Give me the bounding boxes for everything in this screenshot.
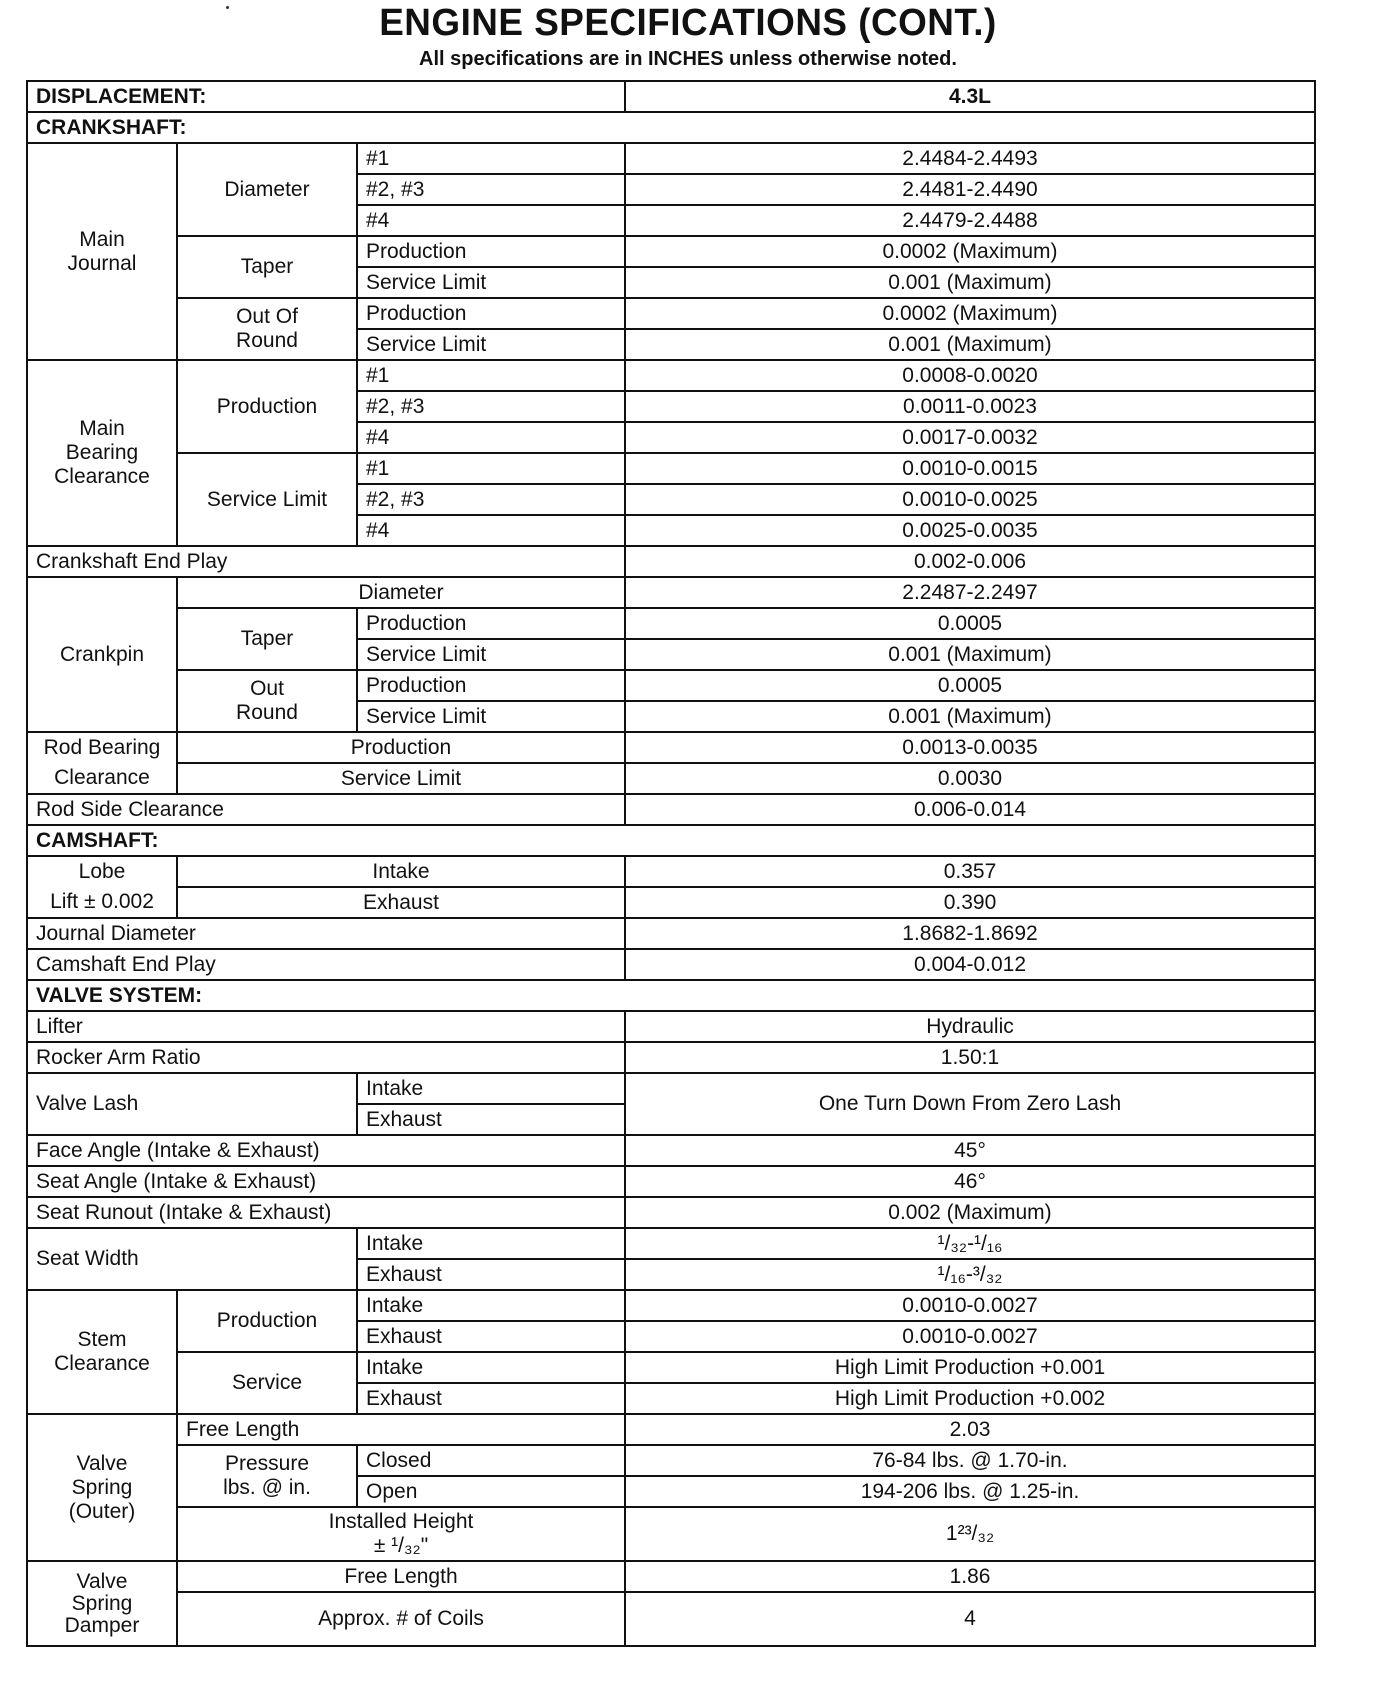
- spec-value: 0.0010-0.0027: [625, 1321, 1315, 1352]
- sub-label: Production: [177, 732, 625, 763]
- spec-value: 2.4481-2.4490: [625, 174, 1315, 205]
- label-line: Main: [79, 227, 125, 251]
- row-label: Seat Width: [27, 1228, 357, 1290]
- label-line: Journal: [67, 251, 137, 275]
- production-label: Production: [177, 360, 357, 453]
- spec-value: ¹/₁₆-³/₃₂: [625, 1259, 1315, 1290]
- table-row: [27, 794, 1315, 825]
- spec-value: 0.0010-0.0015: [625, 453, 1315, 484]
- sub-label: Intake: [357, 1352, 625, 1383]
- row-label: Crankshaft End Play: [27, 546, 625, 577]
- table-row: [27, 1011, 1315, 1042]
- label-line: ± ¹/₃₂": [373, 1534, 429, 1557]
- sub-label: Exhaust: [357, 1104, 625, 1135]
- crankpin-label: Crankpin: [27, 577, 177, 732]
- sub-label: Service Limit: [177, 763, 625, 794]
- label-line: Clearance: [54, 1352, 150, 1375]
- table-row: [27, 825, 1315, 856]
- sub-label: Free Length: [177, 1414, 625, 1445]
- row-label: Rocker Arm Ratio: [27, 1042, 625, 1073]
- row-label: Seat Angle (Intake & Exhaust): [27, 1166, 625, 1197]
- table-row: [27, 856, 1315, 887]
- main-bearing-label: [27, 360, 177, 546]
- rod-bearing-label: Rod Bearing: [27, 732, 177, 763]
- table-row: [27, 546, 1315, 577]
- label-line: Main: [79, 417, 125, 440]
- table-row: [27, 1228, 1315, 1259]
- sub-label: Intake: [357, 1228, 625, 1259]
- sub-label: Service Limit: [357, 701, 625, 732]
- spec-value: 2.4479-2.4488: [625, 205, 1315, 236]
- spec-value: 0.001 (Maximum): [625, 329, 1315, 360]
- table-row: [27, 577, 1315, 608]
- sub-label: Approx. # of Coils: [177, 1592, 625, 1646]
- label-line: Valve: [76, 1451, 128, 1475]
- table-row: [27, 1135, 1315, 1166]
- spec-value: Hydraulic: [625, 1011, 1315, 1042]
- taper-label: Taper: [177, 608, 357, 670]
- label-line: Pressure: [224, 1452, 310, 1475]
- table-row: [27, 887, 1315, 918]
- row-label: Journal Diameter: [27, 918, 625, 949]
- lobe-lift-label: Lift ± 0.002: [27, 887, 177, 918]
- spec-value: 0.001 (Maximum): [625, 701, 1315, 732]
- sub-label: Service Limit: [357, 639, 625, 670]
- crankshaft-heading: CRANKSHAFT:: [27, 112, 1315, 143]
- label-line: Valve: [76, 1569, 128, 1593]
- spec-value: 0.0030: [625, 763, 1315, 794]
- sub-label: Intake: [357, 1073, 625, 1104]
- sub-label: #4: [357, 422, 625, 453]
- table-row: [27, 1592, 1315, 1646]
- out-of-round-label: [177, 298, 357, 360]
- table-row: [27, 1042, 1315, 1073]
- row-label: Seat Runout (Intake & Exhaust): [27, 1197, 625, 1228]
- table-row: [27, 918, 1315, 949]
- row-label: Camshaft End Play: [27, 949, 625, 980]
- table-row: [27, 608, 1315, 639]
- rod-bearing-label: Clearance: [27, 763, 177, 794]
- sub-label: #2, #3: [357, 484, 625, 515]
- sub-label: Service Limit: [357, 267, 625, 298]
- sub-label: Production: [357, 670, 625, 701]
- table-row: [27, 980, 1315, 1011]
- sub-label: Production: [357, 298, 625, 329]
- spec-value: 0.0011-0.0023: [625, 391, 1315, 422]
- camshaft-heading: CAMSHAFT:: [27, 825, 1315, 856]
- sub-label: #4: [357, 515, 625, 546]
- table-row: [27, 1507, 1315, 1561]
- lobe-lift-label: Lobe: [27, 856, 177, 887]
- page-subtitle: All specifications are in INCHES unless otherwise noted.: [419, 48, 957, 70]
- spec-value: 2.2487-2.2497: [625, 577, 1315, 608]
- table-row: [27, 143, 1315, 174]
- label-line: (Outer): [68, 1499, 136, 1523]
- spec-value: 0.006-0.014: [625, 794, 1315, 825]
- production-label: Production: [177, 1290, 357, 1352]
- sub-label: Exhaust: [357, 1259, 625, 1290]
- spec-value: 0.002-0.006: [625, 546, 1315, 577]
- table-row: [27, 1290, 1315, 1321]
- spec-value: High Limit Production +0.002: [625, 1383, 1315, 1414]
- spec-value: 0.001 (Maximum): [625, 267, 1315, 298]
- spec-value: ¹/₃₂-¹/₁₆: [625, 1228, 1315, 1259]
- label-line: Spring: [71, 1591, 133, 1615]
- valve-system-heading: VALVE SYSTEM:: [27, 980, 1315, 1011]
- sub-label: #4: [357, 205, 625, 236]
- spec-value: 0.0005: [625, 670, 1315, 701]
- spec-value: 1.86: [625, 1561, 1315, 1592]
- spec-value: 0.0008-0.0020: [625, 360, 1315, 391]
- row-label: Lifter: [27, 1011, 625, 1042]
- spec-value: 0.0002 (Maximum): [625, 298, 1315, 329]
- table-row: [27, 1561, 1315, 1592]
- spec-value: One Turn Down From Zero Lash: [625, 1073, 1315, 1135]
- spec-value: 194-206 lbs. @ 1.25-in.: [625, 1476, 1315, 1507]
- stem-clearance-label: [27, 1290, 177, 1414]
- label-line: Round: [236, 701, 298, 724]
- spec-value: 0.0010-0.0027: [625, 1290, 1315, 1321]
- spec-value: 0.002 (Maximum): [625, 1197, 1315, 1228]
- engine-spec-table: [26, 80, 1316, 1647]
- table-row: [27, 81, 1315, 112]
- spec-value: 1²³/₃₂: [625, 1507, 1315, 1561]
- sub-label: #1: [357, 360, 625, 391]
- spec-value: 0.390: [625, 887, 1315, 918]
- spec-value: 0.004-0.012: [625, 949, 1315, 980]
- spec-value: High Limit Production +0.001: [625, 1352, 1315, 1383]
- table-row: [27, 763, 1315, 794]
- pressure-label: [177, 1445, 357, 1507]
- page-title: ENGINE SPECIFICATIONS (CONT.): [379, 2, 997, 44]
- row-label: Valve Lash: [27, 1073, 357, 1135]
- sub-label: Production: [357, 236, 625, 267]
- sub-label: Free Length: [177, 1561, 625, 1592]
- sub-label: Exhaust: [357, 1321, 625, 1352]
- table-row: [27, 112, 1315, 143]
- table-row: [27, 298, 1315, 329]
- spec-value: 45°: [625, 1135, 1315, 1166]
- spec-value: 0.357: [625, 856, 1315, 887]
- out-round-label: [177, 670, 357, 732]
- spec-value: 0.0002 (Maximum): [625, 236, 1315, 267]
- label-line: Out: [250, 677, 284, 700]
- table-row: [27, 1352, 1315, 1383]
- sub-label: Closed: [357, 1445, 625, 1476]
- displacement-value: 4.3L: [625, 81, 1315, 112]
- table-row: [27, 236, 1315, 267]
- spec-value: 0.0013-0.0035: [625, 732, 1315, 763]
- spec-value: 2.4484-2.4493: [625, 143, 1315, 174]
- sub-label: Production: [357, 608, 625, 639]
- sub-label: Diameter: [177, 577, 625, 608]
- table-row: [27, 949, 1315, 980]
- spec-value: 0.001 (Maximum): [625, 639, 1315, 670]
- table-row: [27, 1414, 1315, 1445]
- row-label: Rod Side Clearance: [27, 794, 625, 825]
- table-row: [27, 1445, 1315, 1476]
- sub-label: Open: [357, 1476, 625, 1507]
- sub-label: Exhaust: [177, 887, 625, 918]
- valve-spring-label: [27, 1414, 177, 1561]
- spec-value: 0.0025-0.0035: [625, 515, 1315, 546]
- spec-value: 0.0005: [625, 608, 1315, 639]
- sub-label: #1: [357, 143, 625, 174]
- spec-value: 0.0017-0.0032: [625, 422, 1315, 453]
- table-row: [27, 453, 1315, 484]
- sub-label: Service Limit: [357, 329, 625, 360]
- spec-value: 1.50:1: [625, 1042, 1315, 1073]
- table-row: [27, 1197, 1315, 1228]
- label-line: Clearance: [54, 465, 150, 488]
- spec-value: 46°: [625, 1166, 1315, 1197]
- sub-label: Intake: [177, 856, 625, 887]
- label-line: Out Of: [236, 305, 298, 328]
- table-row: [27, 1073, 1315, 1104]
- table-row: [27, 732, 1315, 763]
- sub-label: #1: [357, 453, 625, 484]
- row-label: Face Angle (Intake & Exhaust): [27, 1135, 625, 1166]
- taper-label: Taper: [177, 236, 357, 298]
- installed-height-label: [177, 1507, 625, 1561]
- label-line: Installed Height: [328, 1510, 474, 1533]
- spec-value: 2.03: [625, 1414, 1315, 1445]
- label-line: Stem: [77, 1328, 127, 1351]
- label-line: Spring: [71, 1475, 133, 1499]
- sub-label: #2, #3: [357, 391, 625, 422]
- sub-label: #2, #3: [357, 174, 625, 205]
- service-limit-label: Service Limit: [177, 453, 357, 546]
- diameter-label: Diameter: [177, 143, 357, 236]
- sub-label: Exhaust: [357, 1383, 625, 1414]
- damper-label: [27, 1561, 177, 1646]
- spec-value: 4: [625, 1592, 1315, 1646]
- sub-label: Intake: [357, 1290, 625, 1321]
- displacement-label: DISPLACEMENT:: [27, 81, 625, 112]
- label-line: Damper: [64, 1613, 140, 1637]
- table-row: [27, 1166, 1315, 1197]
- spec-value: 76-84 lbs. @ 1.70-in.: [625, 1445, 1315, 1476]
- label-line: Round: [236, 329, 298, 352]
- table-row: [27, 670, 1315, 701]
- main-journal-label: [27, 143, 177, 360]
- spec-value: 0.0010-0.0025: [625, 484, 1315, 515]
- table-row: [27, 360, 1315, 391]
- label-line: Bearing: [65, 441, 139, 464]
- spec-value: 1.8682-1.8692: [625, 918, 1315, 949]
- label-line: lbs. @ in.: [223, 1476, 311, 1499]
- service-label: Service: [177, 1352, 357, 1414]
